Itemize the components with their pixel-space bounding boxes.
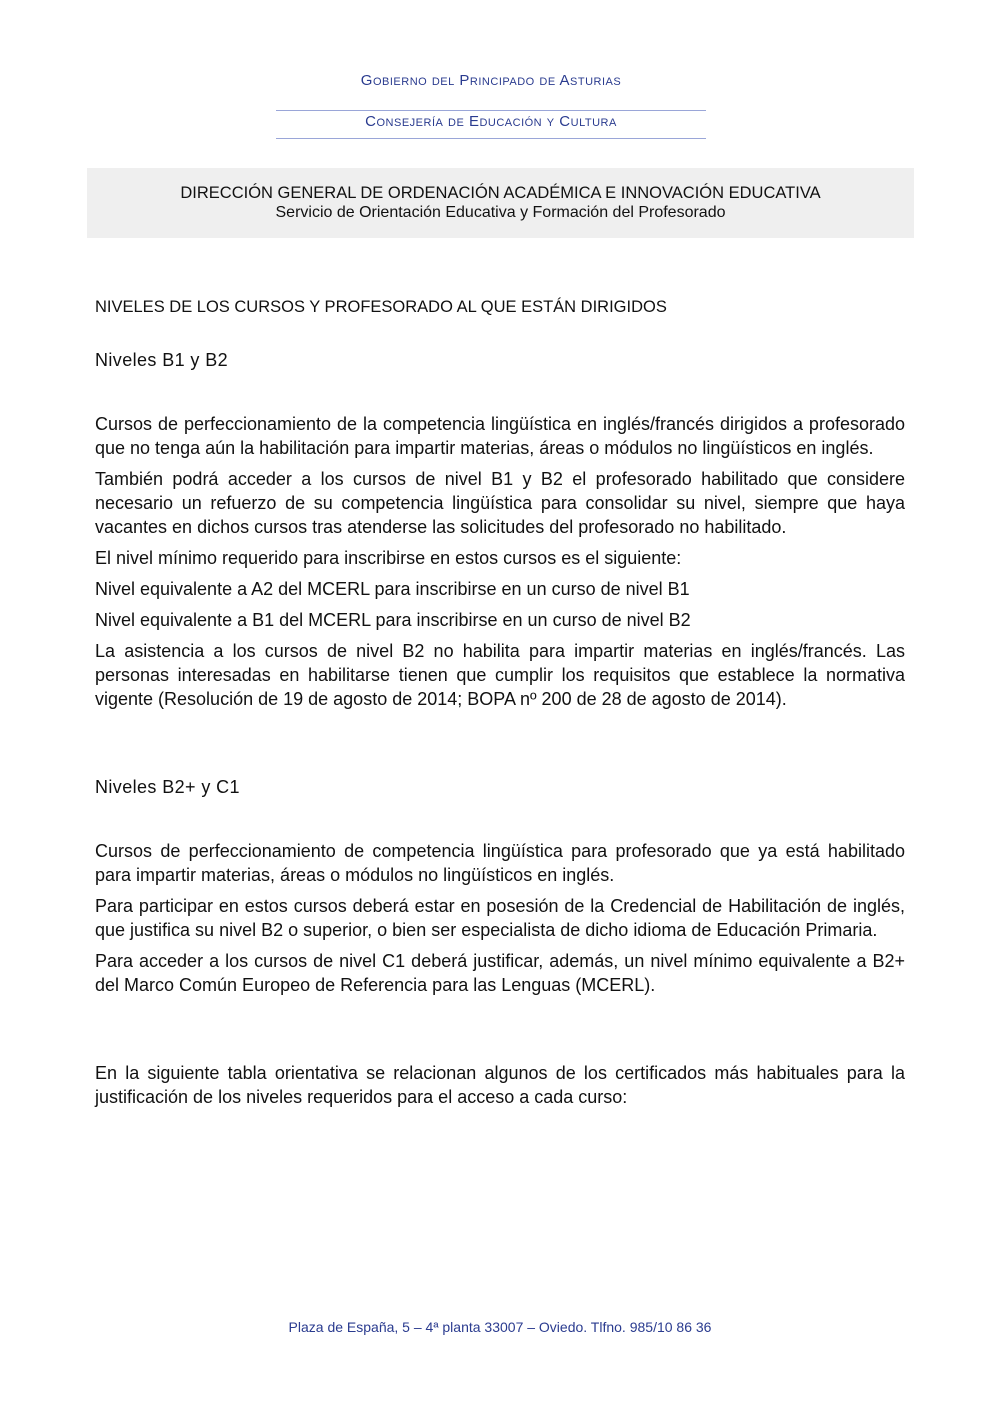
- paragraph: En la siguiente tabla orientativa se relacionan algunos de los certificados más habituales para la justificación de los niveles requeridos para el acceso a cada curso:: [95, 1063, 905, 1107]
- header-rule-top: [276, 110, 706, 111]
- paragraph: Para participar en estos cursos deberá estar en posesión de la Credencial de Habilitación de inglés, que justifica su nivel B2 o superior, o bien ser especialista de dicho idioma de Educación Primaria.: [95, 896, 905, 940]
- section1-heading: Niveles B1 y B2: [95, 350, 229, 370]
- direccion-general: DIRECCIÓN GENERAL DE ORDENACIÓN ACADÉMICA E INNOVACIÓN EDUCATIVA: [180, 184, 821, 202]
- section2-heading: Niveles B2+ y C1: [95, 777, 240, 797]
- paragraph: Nivel equivalente a A2 del MCERL para inscribirse en un curso de nivel B1: [95, 579, 690, 599]
- page-title: NIVELES DE LOS CURSOS Y PROFESORADO AL QUE ESTÁN DIRIGIDOS: [95, 298, 667, 316]
- paragraph: Nivel equivalente a B1 del MCERL para inscribirse en un curso de nivel B2: [95, 610, 691, 630]
- paragraph: Cursos de perfeccionamiento de la competencia lingüística en inglés/francés dirigidos a profesorado que no tenga aún la habilitación para impartir materias, áreas o módulos no lingüísticos en inglés.: [95, 414, 905, 458]
- section1-body: [95, 412, 905, 718]
- closing-paragraph: [95, 1061, 905, 1116]
- paragraph: También podrá acceder a los cursos de nivel B1 y B2 el profesorado habilitado que considere necesario un refuerzo de su competencia lingüística para consolidar su nivel, siempre que haya vacantes en dichos cursos tras atenderse las solicitudes del profesorado no habilitado.: [95, 469, 905, 537]
- consejeria-name: Consejería de Educación y Cultura: [365, 113, 617, 130]
- paragraph: Cursos de perfeccionamiento de competencia lingüística para profesorado que ya está habilitado para impartir materias, áreas o módulos no lingüísticos en inglés.: [95, 841, 905, 885]
- government-name: Gobierno del Principado de Asturias: [360, 72, 622, 89]
- footer-address: Plaza de España, 5 – 4ª planta 33007 – Oviedo. Tlfno. 985/10 86 36: [288, 1319, 712, 1335]
- department-banner: [87, 168, 914, 238]
- paragraph: La asistencia a los cursos de nivel B2 no habilita para impartir materias en inglés/francés. Las personas interesadas en habilitarse tienen que cumplir los requisitos que establece la normativa vigente (Resolución de 19 de agosto de 2014; BOPA nº 200 de 28 de agosto de 2014).: [95, 641, 905, 709]
- header-rule-bottom: [276, 138, 706, 139]
- paragraph: El nivel mínimo requerido para inscribirse en estos cursos es el siguiente:: [95, 548, 682, 568]
- paragraph: Para acceder a los cursos de nivel C1 deberá justificar, además, un nivel mínimo equivalente a B2+ del Marco Común Europeo de Referencia para las Lenguas (MCERL).: [95, 951, 905, 995]
- section2-body: [95, 839, 905, 1004]
- servicio: Servicio de Orientación Educativa y Formación del Profesorado: [275, 204, 726, 221]
